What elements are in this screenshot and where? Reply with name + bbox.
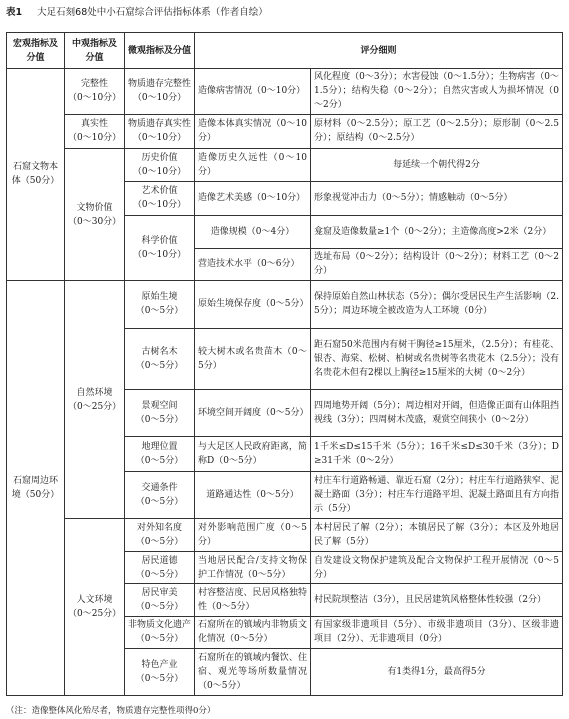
micro-score: （0～10分） — [132, 200, 187, 211]
rule-cell: 选址布局（0～2分）；结构设计（0～2分）；材料工艺（0～2分） — [311, 248, 563, 280]
rule-cell: 形象视觉冲击力（0～5分）；情感触动（0～5分） — [311, 181, 563, 215]
micro-score: （0～5分） — [135, 414, 184, 425]
micro-name: 物质遗存真实性 — [128, 119, 192, 130]
micro-cell — [125, 149, 195, 181]
micro-score: （0～5分） — [135, 306, 184, 317]
macro-cell: 石窟周边环境（50分） — [7, 280, 65, 695]
micro-score: （0～5分） — [135, 496, 184, 507]
rule-cell: 1千米≤D≤15千米（5分）；16千米≤D≤30千米（3分）；D≥31千米（0～2分） — [311, 437, 563, 471]
meso-cell — [65, 114, 125, 148]
micro-cell — [125, 437, 195, 471]
micro-name: 交通条件 — [141, 482, 178, 493]
micro-name: 居民道德 — [141, 555, 178, 566]
table-row — [7, 69, 563, 115]
criterion-cell: 环境空间开阔度（0～5分） — [195, 389, 311, 437]
rule-cell: 村民院坝整洁（3分），且民居建筑风格整体性较强（2分） — [311, 584, 563, 616]
criterion-cell: 造像病害情况（0～10分） — [195, 69, 311, 115]
micro-score: （0～5分） — [135, 360, 184, 371]
micro-score: （0～5分） — [135, 601, 184, 612]
meso-score: （0～10分） — [68, 93, 122, 104]
rule-cell: 原材料（0～2.5分）；原工艺（0～2.5分）；原形制（0～2.5分）；原结构（0～2.5分） — [311, 114, 563, 148]
rule-cell: 每延续一个朝代得2分 — [311, 149, 563, 181]
rule-cell: 风化程度（0～3分）；水害侵蚀（0～1.5分）；生物病害（0～1.5分）；结构失稳（0～2分）；自然灾害或人为损坏情况（0～2分） — [311, 69, 563, 115]
micro-cell — [125, 584, 195, 616]
micro-name: 科学价值 — [141, 236, 178, 247]
rule-cell: 保持原始自然山林状态（5分）；偶尔受居民生产生活影响（2.5分）；周边环境全被改造为人工环境（0分） — [311, 280, 563, 328]
header-meso: 中观指标及分值 — [65, 33, 125, 69]
rule-cell: 自发建设文物保护建筑及配合文物保护工程开展情况（0～5分） — [311, 551, 563, 583]
meso-score: （0～30分） — [68, 216, 122, 227]
rule-cell: 村庄车行道路畅通、靠近石窟（2分）；村庄车行道路狭窄、泥凝土路面（3分）；村庄车行道路平坦、泥凝土路面且有方向指示（5分） — [311, 471, 563, 519]
micro-name: 对外知名度 — [136, 523, 182, 534]
meso-name: 真实性 — [80, 119, 108, 130]
table-row — [7, 114, 563, 148]
micro-score: （0～10分） — [132, 93, 187, 104]
header-macro: 宏观指标及分值 — [7, 33, 65, 69]
micro-cell — [125, 551, 195, 583]
rule-cell: 有1类得1分，最高得5分 — [311, 649, 563, 696]
criterion-cell: 较大树木或名贵苗木（0～5分） — [195, 328, 311, 389]
meso-score: （0～10分） — [68, 133, 122, 144]
meso-score: （0～25分） — [68, 609, 122, 620]
micro-name: 原始生境 — [141, 292, 178, 303]
micro-cell — [125, 69, 195, 115]
meso-score: （0～25分） — [68, 401, 122, 412]
criterion-cell: 原始生境保存度（0～5分） — [195, 280, 311, 328]
micro-cell — [125, 328, 195, 389]
micro-cell — [125, 519, 195, 551]
criterion-cell: 造像规模（0～4分） — [195, 216, 311, 248]
caption-label: 表1 — [6, 7, 23, 18]
micro-cell — [125, 389, 195, 437]
micro-cell — [125, 649, 195, 696]
rule-cell: 距石窟50米范围内有树干胸径≥15厘米，（2.5分）；有桂花、银杏、海棠、松树、柏树或名贵树等名贵花木（2.5分）；没有名贵花木但有2棵以上胸径≥15厘米的大树（0～2分） — [311, 328, 563, 389]
criterion-cell: 营造技术水平（0～6分） — [195, 248, 311, 280]
micro-name: 地理位置 — [141, 441, 178, 452]
header-micro: 微观指标及分值 — [125, 33, 195, 69]
micro-cell — [125, 280, 195, 328]
micro-cell — [125, 616, 195, 648]
micro-score: （0～10分） — [132, 250, 187, 261]
criterion-cell: 与大足区人民政府距离，简称D（0～5分） — [195, 437, 311, 471]
meso-cell — [65, 149, 125, 281]
caption-title: 大足石刻68处中小石窟综合评估指标体系（作者自绘） — [37, 7, 268, 18]
meso-name: 自然环境 — [76, 387, 113, 398]
micro-name: 古树名木 — [141, 346, 178, 357]
criterion-cell: 道路通达性（0～5分） — [195, 471, 311, 519]
meso-cell — [65, 280, 125, 518]
meso-name: 文物价值 — [76, 202, 113, 213]
micro-score: （0～10分） — [132, 166, 187, 177]
micro-cell — [125, 181, 195, 215]
criterion-cell: 村容整洁度、民居风格独特性（0～5分） — [195, 584, 311, 616]
table-footnote: （注：造像整体风化殆尽者，物质遗存完整性项得0分） — [6, 706, 216, 716]
micro-name: 物质遗存完整性 — [128, 79, 192, 90]
macro-cell: 石窟文物本体（50分） — [7, 69, 65, 281]
meso-name: 人文环境 — [76, 595, 113, 606]
micro-cell — [125, 114, 195, 148]
micro-name: 景观空间 — [141, 400, 178, 411]
rule-cell: 四周地势开阔（5分）；周边相对开阔，但造像正面有山体阻挡视线（3分）；四周树木茂盛，观赏空间狭小（0～2分） — [311, 389, 563, 437]
evaluation-table — [6, 32, 563, 696]
meso-cell — [65, 519, 125, 696]
micro-score: （0～5分） — [135, 569, 184, 580]
micro-name: 历史价值 — [141, 152, 178, 163]
micro-name: 非物质文化遗产 — [128, 620, 192, 631]
micro-name: 居民审美 — [141, 587, 178, 598]
header-rules: 评分细则 — [195, 33, 563, 69]
micro-score: （0～5分） — [135, 537, 184, 548]
criterion-cell: 造像本体真实情况（0～10分） — [195, 114, 311, 148]
rule-cell: 有国家级非遗项目（5分）、市级非遗项目（3分）、区级非遗项目（2分）、无非遗项目（0分） — [311, 616, 563, 648]
criterion-cell: 造像历史久远性（0～10分） — [195, 149, 311, 181]
criterion-cell: 石窟所在的镇域内餐饮、住宿、观光等场所数量情况（0～5分） — [195, 649, 311, 696]
micro-cell — [125, 471, 195, 519]
table-row — [7, 280, 563, 328]
table-row — [7, 149, 563, 181]
micro-name: 艺术价值 — [141, 186, 178, 197]
micro-score: （0～5分） — [135, 455, 184, 466]
criterion-cell: 对外影响范围广度（0～5分） — [195, 519, 311, 551]
micro-name: 特色产业 — [141, 660, 178, 671]
criterion-cell: 当地居民配合/支持文物保护工作情况（0～5分） — [195, 551, 311, 583]
criterion-cell: 石窟所在的镇域内非物质文化情况（0～5分） — [195, 616, 311, 648]
table-caption — [6, 5, 563, 21]
rule-cell: 本村居民了解（2分）；本镇居民了解（3分）；本区及外地居民了解（5分） — [311, 519, 563, 551]
micro-cell — [125, 216, 195, 281]
criterion-cell: 造像艺术美感（0～10分） — [195, 181, 311, 215]
meso-name: 完整性 — [80, 79, 108, 90]
micro-score: （0～5分） — [135, 634, 184, 645]
table-row — [7, 519, 563, 551]
micro-score: （0～5分） — [135, 674, 184, 685]
micro-score: （0～10分） — [132, 133, 187, 144]
meso-cell — [65, 69, 125, 115]
rule-cell: 龛窟及造像数量≥1个（0～2分）；主造像高度>2米（2分） — [311, 216, 563, 248]
